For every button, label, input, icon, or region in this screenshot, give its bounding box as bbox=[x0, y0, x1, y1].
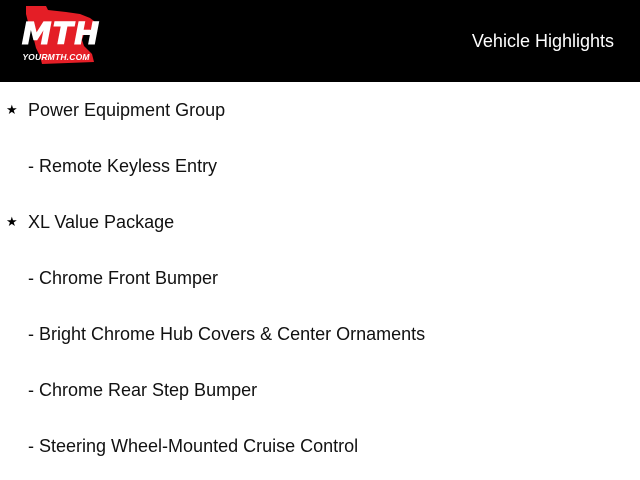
list-item-text: - Remote Keyless Entry bbox=[28, 156, 218, 176]
list-item-text: - Chrome Rear Step Bumper bbox=[28, 380, 258, 400]
logo-wordmark: MTH bbox=[21, 17, 101, 52]
list-item-text: - Chrome Front Bumper bbox=[28, 268, 219, 288]
list-item-text: - Bright Chrome Hub Covers & Center Ornaments bbox=[28, 324, 426, 344]
list-item bbox=[0, 435, 640, 465]
page-title: Vehicle Highlights bbox=[471, 31, 614, 51]
list-item-text: Power Equipment Group bbox=[28, 100, 226, 120]
list-item bbox=[0, 379, 640, 409]
list-item-text: - Steering Wheel-Mounted Cruise Control bbox=[28, 436, 359, 456]
list-item bbox=[0, 323, 640, 353]
header-bar bbox=[0, 0, 640, 82]
list-item bbox=[0, 99, 640, 129]
list-item bbox=[0, 211, 640, 241]
logo-url: YOURMTH.COM bbox=[22, 52, 90, 62]
star-icon: ★ bbox=[6, 103, 18, 118]
list-item bbox=[0, 155, 640, 185]
star-icon: ★ bbox=[6, 215, 18, 230]
list-item bbox=[0, 267, 640, 297]
mth-logo[interactable] bbox=[6, 4, 116, 70]
list-item-text: XL Value Package bbox=[28, 212, 175, 232]
